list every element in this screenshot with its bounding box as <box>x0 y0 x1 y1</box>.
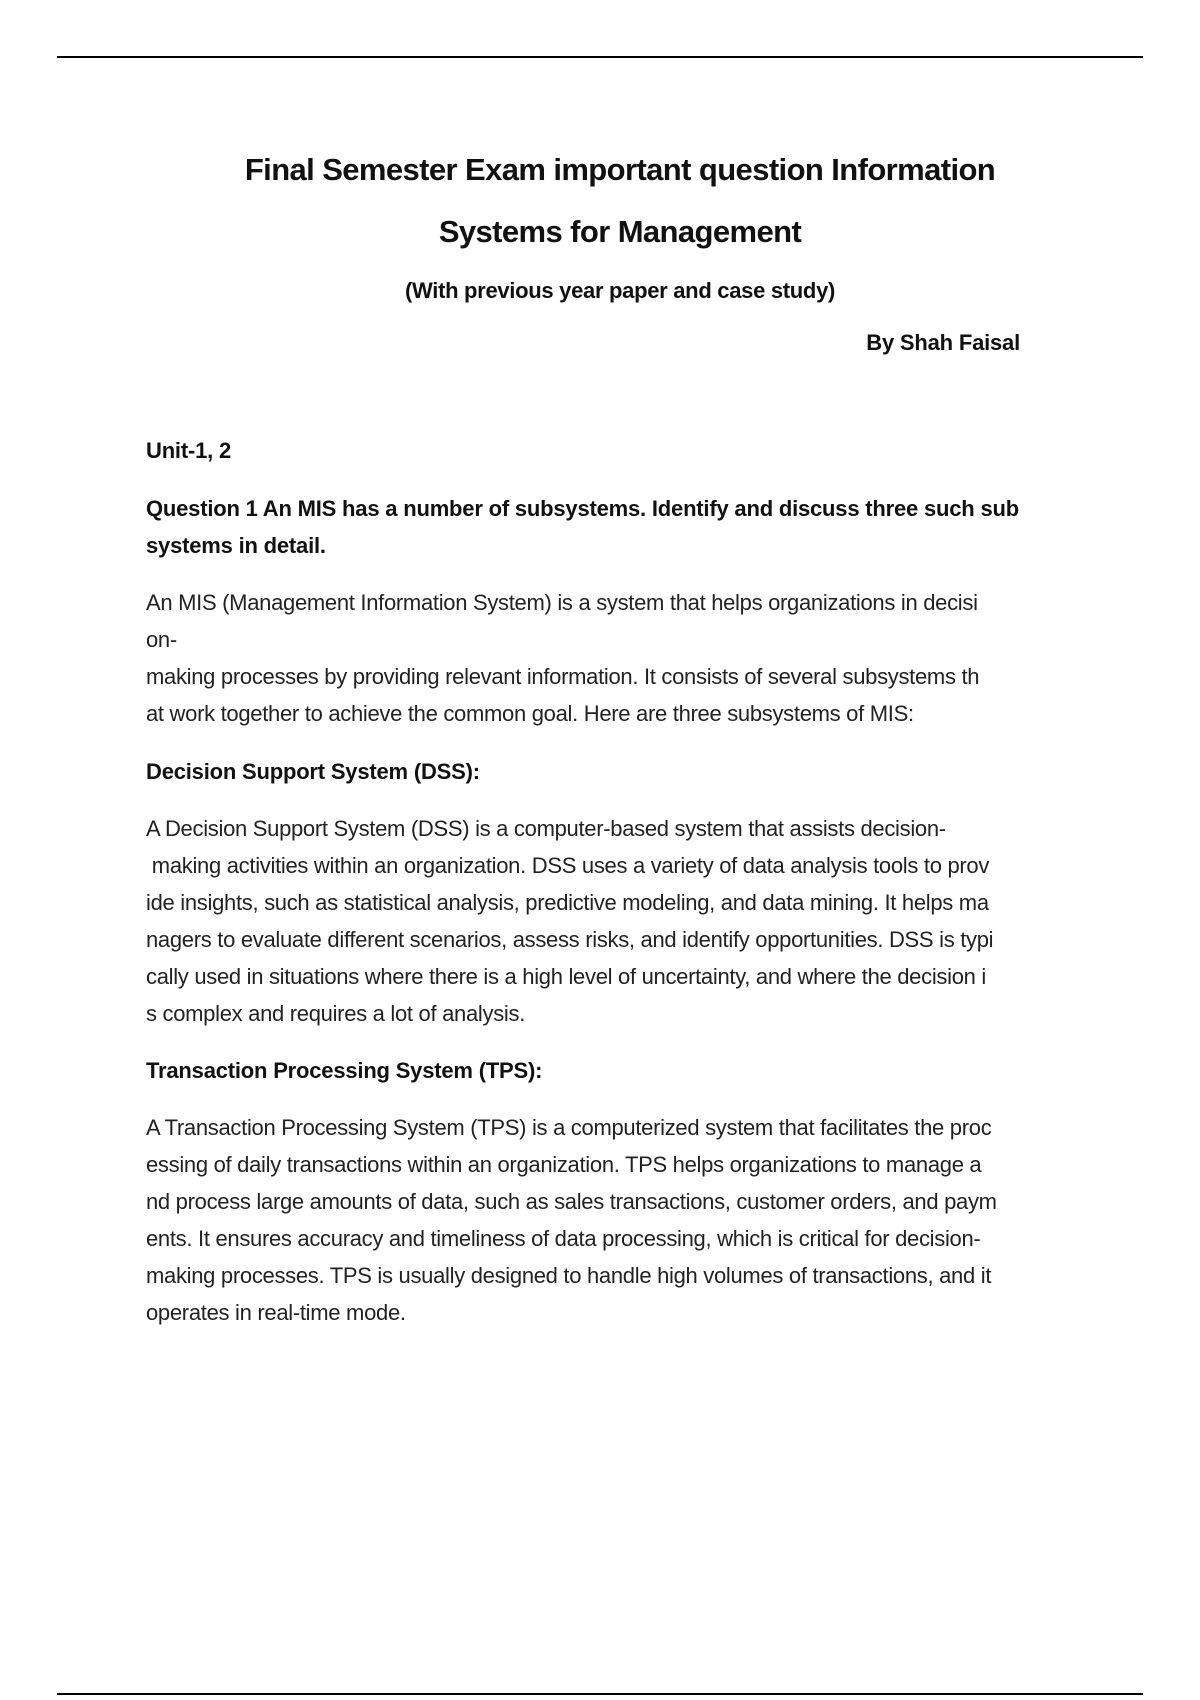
tps-paragraph-line: operates in real-time mode. <box>146 1300 406 1325</box>
dss-paragraph-line: nagers to evaluate different scenarios, assess risks, and identify opportunities. DSS is typi <box>146 927 994 952</box>
tps-heading: Transaction Processing System (TPS): <box>146 1058 543 1083</box>
intro-paragraph-line: An MIS (Management Information System) is a system that helps organizations in decisi <box>146 590 978 615</box>
tps-paragraph-line: A Transaction Processing System (TPS) is a computerized system that facilitates the proc <box>146 1115 992 1140</box>
tps-paragraph <box>146 1109 1086 1331</box>
intro-paragraph-line: making processes by providing relevant information. It consists of several subsystems th <box>146 664 980 689</box>
dss-paragraph-line: s complex and requires a lot of analysis. <box>146 1001 526 1026</box>
document-title-line-1: Final Semester Exam important question Information <box>244 152 996 187</box>
intro-paragraph <box>146 584 1086 732</box>
bottom-divider <box>57 1693 1143 1695</box>
dss-paragraph-line: making activities within an organization. DSS uses a variety of data analysis tools to prov <box>146 853 990 878</box>
dss-paragraph-line: ide insights, such as statistical analysis, predictive modeling, and data mining. It helps ma <box>146 890 989 915</box>
tps-paragraph-line: making processes. TPS is usually designed to handle high volumes of transactions, and it <box>146 1263 992 1288</box>
tps-paragraph-line: nd process large amounts of data, such as sales transactions, customer orders, and paym <box>146 1189 997 1214</box>
tps-paragraph-line: essing of daily transactions within an organization. TPS helps organizations to manage a <box>146 1152 982 1177</box>
dss-paragraph-line: cally used in situations where there is a high level of uncertainty, and where the decision i <box>146 964 986 989</box>
question-1-line: systems in detail. <box>146 533 326 558</box>
question-1-line: Question 1 An MIS has a number of subsystems. Identify and discuss three such sub <box>146 496 1019 521</box>
document-title-line-2: Systems for Management <box>438 214 802 249</box>
dss-paragraph-line: A Decision Support System (DSS) is a computer-based system that assists decision- <box>146 816 946 841</box>
unit-heading: Unit-1, 2 <box>146 438 231 463</box>
intro-paragraph-line: at work together to achieve the common goal. Here are three subsystems of MIS: <box>146 701 914 726</box>
document-subtitle: (With previous year paper and case study) <box>404 278 836 303</box>
dss-heading: Decision Support System (DSS): <box>146 759 480 784</box>
author-byline: By Shah Faisal <box>866 330 1020 355</box>
tps-paragraph-line: ents. It ensures accuracy and timeliness of data processing, which is critical for decision- <box>146 1226 981 1251</box>
dss-paragraph <box>146 810 1086 1032</box>
question-1-heading <box>146 490 1086 564</box>
intro-paragraph-line: on- <box>146 627 177 652</box>
top-divider <box>57 56 1143 58</box>
